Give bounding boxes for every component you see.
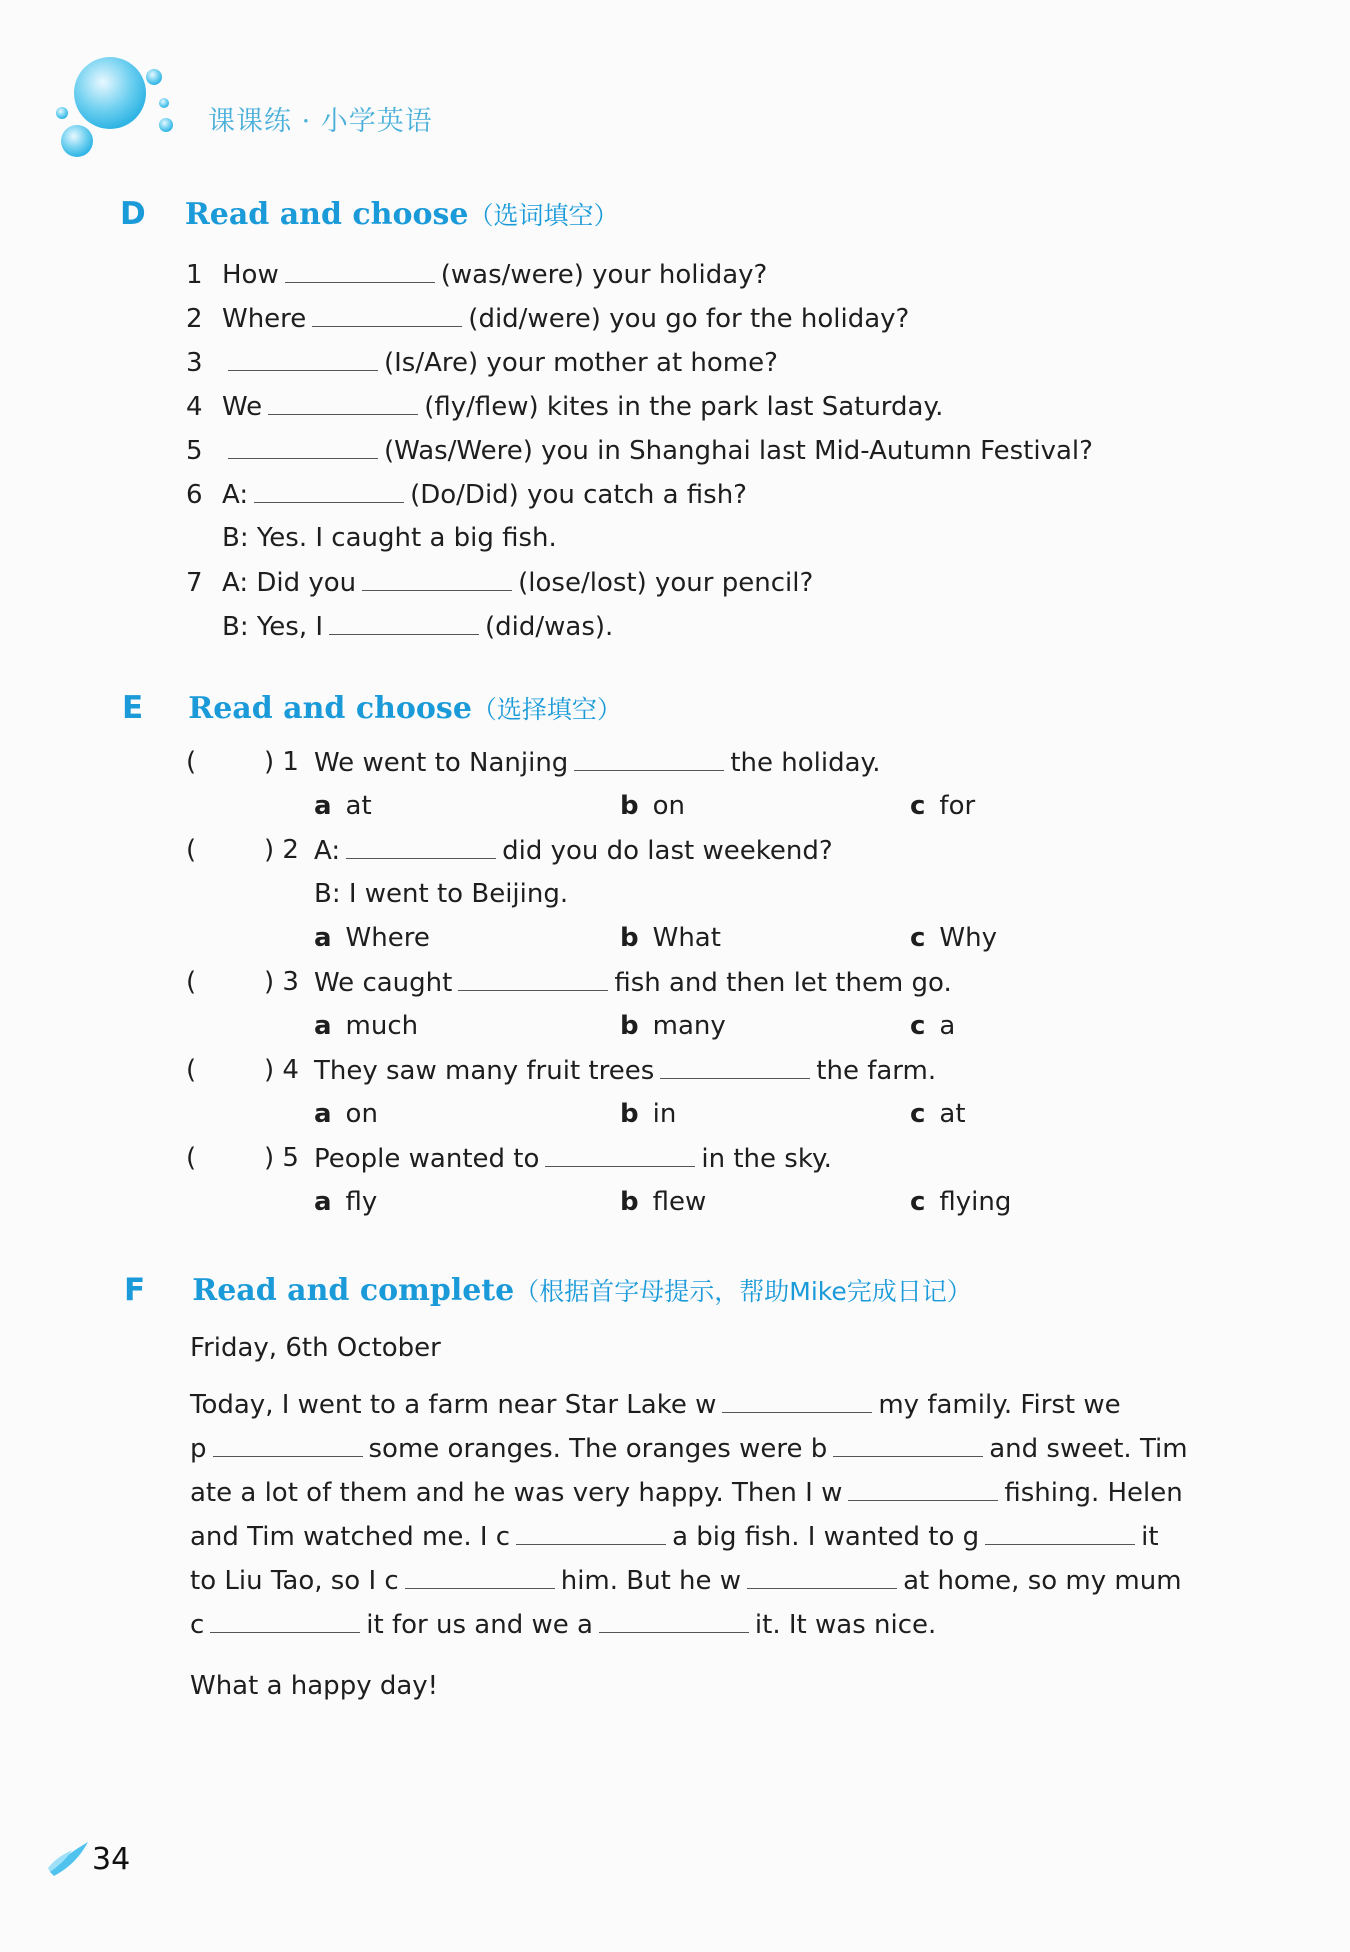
diary-line [190, 1476, 1183, 1509]
answer-option[interactable] [910, 1186, 1011, 1218]
diary-line [190, 1520, 1159, 1553]
question-text: (was/were) your holiday? [440, 260, 768, 290]
answer-paren-open: ( [186, 967, 197, 997]
question-text-line [314, 1054, 936, 1087]
section-d-title: Read and choose [184, 197, 469, 232]
answer-blank[interactable] [362, 566, 512, 591]
dialogue-line: B: I went to Beijing. [314, 879, 569, 909]
question-text: in the sky. [701, 1144, 832, 1174]
question-number: 4 [186, 392, 203, 422]
question-text: (lose/lost) your pencil? [518, 568, 814, 598]
section-e-heading [122, 690, 622, 726]
question-text-line [314, 1142, 832, 1175]
diary-text: my family. First we [878, 1390, 1121, 1420]
question-text: fish and then let them go. [614, 968, 952, 998]
question-number: ) 2 [264, 835, 299, 865]
answer-box[interactable] [200, 966, 260, 998]
question-text-line [314, 966, 952, 999]
option-text: flying [939, 1187, 1012, 1217]
question-text: (Is/Are) your mother at home? [384, 348, 778, 378]
question-number: ) 5 [264, 1143, 299, 1173]
answer-option[interactable] [910, 790, 975, 822]
question-text: the holiday. [730, 748, 881, 778]
answer-option[interactable] [620, 1010, 726, 1042]
answer-option[interactable] [910, 1010, 955, 1042]
answer-option[interactable] [314, 1186, 377, 1218]
answer-paren-open: ( [186, 1055, 197, 1085]
option-letter: a [314, 791, 332, 821]
answer-box[interactable] [200, 1054, 260, 1086]
diary-text: a big fish. I wanted to g [672, 1522, 980, 1552]
question-text: (Was/Were) you in Shanghai last Mid-Autumn Festival? [384, 436, 1093, 466]
diary-text: it [1141, 1522, 1159, 1552]
diary-blank[interactable] [833, 1432, 983, 1457]
question-text: How [222, 260, 279, 290]
diary-text: at home, so my mum [903, 1566, 1182, 1596]
answer-blank[interactable] [254, 478, 404, 503]
leaf-icon [46, 1838, 92, 1878]
option-letter: b [620, 1011, 639, 1041]
option-text: a [939, 1011, 956, 1041]
bubbles-decoration [40, 45, 190, 165]
diary-text: Today, I went to a farm near Star Lake w [190, 1390, 717, 1420]
option-letter: c [910, 1011, 926, 1041]
answer-box[interactable] [200, 834, 260, 866]
question-text: (did/was). [485, 612, 614, 642]
diary-text: and sweet. Tim [989, 1434, 1188, 1464]
question-text: (fly/flew) kites in the park last Saturday. [424, 392, 944, 422]
diary-text: him. But he w [560, 1566, 742, 1596]
diary-text: to Liu Tao, so I c [190, 1566, 399, 1596]
answer-blank[interactable] [574, 746, 724, 771]
answer-blank[interactable] [285, 258, 435, 283]
question-text: B: Yes. I caught a big fish. [222, 523, 557, 553]
option-letter: b [620, 1099, 639, 1129]
question-text: the farm. [816, 1056, 937, 1086]
question-text: Where [222, 304, 307, 334]
question-number: ) 4 [264, 1055, 299, 1085]
option-letter: a [314, 923, 332, 953]
diary-text: fishing. Helen [1004, 1478, 1183, 1508]
diary-blank[interactable] [516, 1520, 666, 1545]
question-text: (did/were) you go for the holiday? [468, 304, 910, 334]
option-letter: c [910, 791, 926, 821]
diary-text: it. It was nice. [754, 1610, 937, 1640]
diary-text: it for us and we a [366, 1610, 593, 1640]
option-letter: a [314, 1011, 332, 1041]
question-text: We went to Nanjing [314, 748, 569, 778]
diary-line [190, 1388, 1121, 1421]
diary-blank[interactable] [747, 1564, 897, 1589]
option-text: many [652, 1011, 726, 1041]
option-text: much [345, 1011, 419, 1041]
section-e-letter: E [122, 690, 144, 726]
answer-blank[interactable] [545, 1142, 695, 1167]
answer-paren-open: ( [186, 747, 197, 777]
question-text: A: [314, 836, 341, 866]
option-text: in [652, 1099, 677, 1129]
answer-paren-open: ( [186, 1143, 197, 1173]
answer-option[interactable] [620, 1186, 706, 1218]
option-letter: b [620, 1187, 639, 1217]
question-row [186, 302, 909, 335]
diary-text: p [190, 1434, 207, 1464]
option-text: Why [939, 923, 997, 953]
question-number: 5 [186, 436, 203, 466]
section-d-letter: D [120, 196, 146, 232]
option-text: at [345, 791, 372, 821]
answer-blank[interactable] [346, 834, 496, 859]
question-row [186, 566, 813, 599]
answer-option[interactable] [620, 1098, 676, 1130]
answer-option[interactable] [314, 922, 430, 954]
question-text: (Do/Did) you catch a fish? [410, 480, 747, 510]
section-f-heading [124, 1272, 972, 1308]
diary-blank[interactable] [599, 1608, 749, 1633]
option-text: on [345, 1099, 378, 1129]
question-text: A: Did you [222, 568, 357, 598]
answer-blank[interactable] [458, 966, 608, 991]
option-text: Where [345, 923, 430, 953]
option-letter: a [314, 1099, 332, 1129]
question-row [186, 434, 1093, 467]
question-text: A: [222, 480, 249, 510]
question-row [186, 390, 943, 423]
question-text: did you do last weekend? [502, 836, 833, 866]
question-text: People wanted to [314, 1144, 540, 1174]
question-number: ) 1 [264, 747, 299, 777]
diary-closing: What a happy day! [190, 1671, 439, 1701]
option-text: for [939, 791, 976, 821]
answer-blank[interactable] [268, 390, 418, 415]
section-f-title: Read and complete [192, 1273, 515, 1308]
option-text: fly [345, 1187, 378, 1217]
diary-date: Friday, 6th October [190, 1333, 441, 1363]
question-row [186, 522, 557, 554]
option-letter: a [314, 1187, 332, 1217]
diary-blank[interactable] [405, 1564, 555, 1589]
diary-text: c [190, 1610, 205, 1640]
section-e-title: Read and choose [188, 691, 472, 726]
question-row [186, 478, 747, 511]
question-text: They saw many fruit trees [314, 1056, 655, 1086]
answer-box[interactable] [200, 746, 260, 778]
answer-option[interactable] [910, 1098, 966, 1130]
section-e-note: （选择填空） [471, 695, 622, 724]
question-text: We [222, 392, 263, 422]
question-row [186, 610, 613, 643]
diary-text: some oranges. The oranges were b [368, 1434, 828, 1464]
option-text: on [652, 791, 686, 821]
option-letter: b [620, 923, 639, 953]
question-number: 2 [186, 304, 203, 334]
answer-blank[interactable] [312, 302, 462, 327]
question-number: 6 [186, 480, 203, 510]
section-f-note: （根据首字母提示，帮助Mike完成日记） [514, 1277, 972, 1306]
diary-blank[interactable] [210, 1608, 360, 1633]
question-number: 3 [186, 348, 203, 378]
diary-blank[interactable] [213, 1432, 363, 1457]
question-number: ) 3 [264, 967, 299, 997]
option-letter: c [910, 923, 926, 953]
diary-blank[interactable] [722, 1388, 872, 1413]
answer-paren-open: ( [186, 835, 197, 865]
section-d-note: （选词填空） [468, 201, 619, 230]
answer-option[interactable] [620, 922, 721, 954]
answer-option[interactable] [910, 922, 997, 954]
section-d-heading [120, 196, 618, 232]
option-letter: b [620, 791, 639, 821]
question-text: B: Yes, I [222, 612, 324, 642]
answer-option[interactable] [314, 790, 372, 822]
diary-blank[interactable] [848, 1476, 998, 1501]
page-number: 34 [92, 1842, 131, 1877]
diary-blank[interactable] [985, 1520, 1135, 1545]
diary-text: ate a lot of them and he was very happy. Then I w [190, 1478, 843, 1508]
question-row [186, 346, 778, 379]
section-f-letter: F [124, 1272, 146, 1308]
question-text-line [314, 746, 880, 779]
answer-blank[interactable] [228, 434, 378, 459]
diary-line [190, 1564, 1182, 1597]
option-text: flew [652, 1187, 707, 1217]
question-text: We caught [314, 968, 453, 998]
answer-option[interactable] [314, 1010, 418, 1042]
answer-box[interactable] [200, 1142, 260, 1174]
answer-blank[interactable] [228, 346, 378, 371]
answer-blank[interactable] [329, 610, 479, 635]
diary-line [190, 1432, 1188, 1465]
answer-blank[interactable] [660, 1054, 810, 1079]
answer-option[interactable] [620, 790, 685, 822]
diary-line [190, 1608, 936, 1641]
header-title: 课课练 · 小学英语 [208, 106, 433, 137]
question-row [186, 258, 767, 291]
answer-option[interactable] [314, 1098, 378, 1130]
question-text-line [314, 834, 833, 867]
option-text: at [939, 1099, 966, 1129]
option-letter: c [910, 1187, 926, 1217]
option-letter: c [910, 1099, 926, 1129]
option-text: What [652, 923, 721, 953]
question-number: 1 [186, 260, 203, 290]
question-number: 7 [186, 568, 203, 598]
diary-text: and Tim watched me. I c [190, 1522, 511, 1552]
